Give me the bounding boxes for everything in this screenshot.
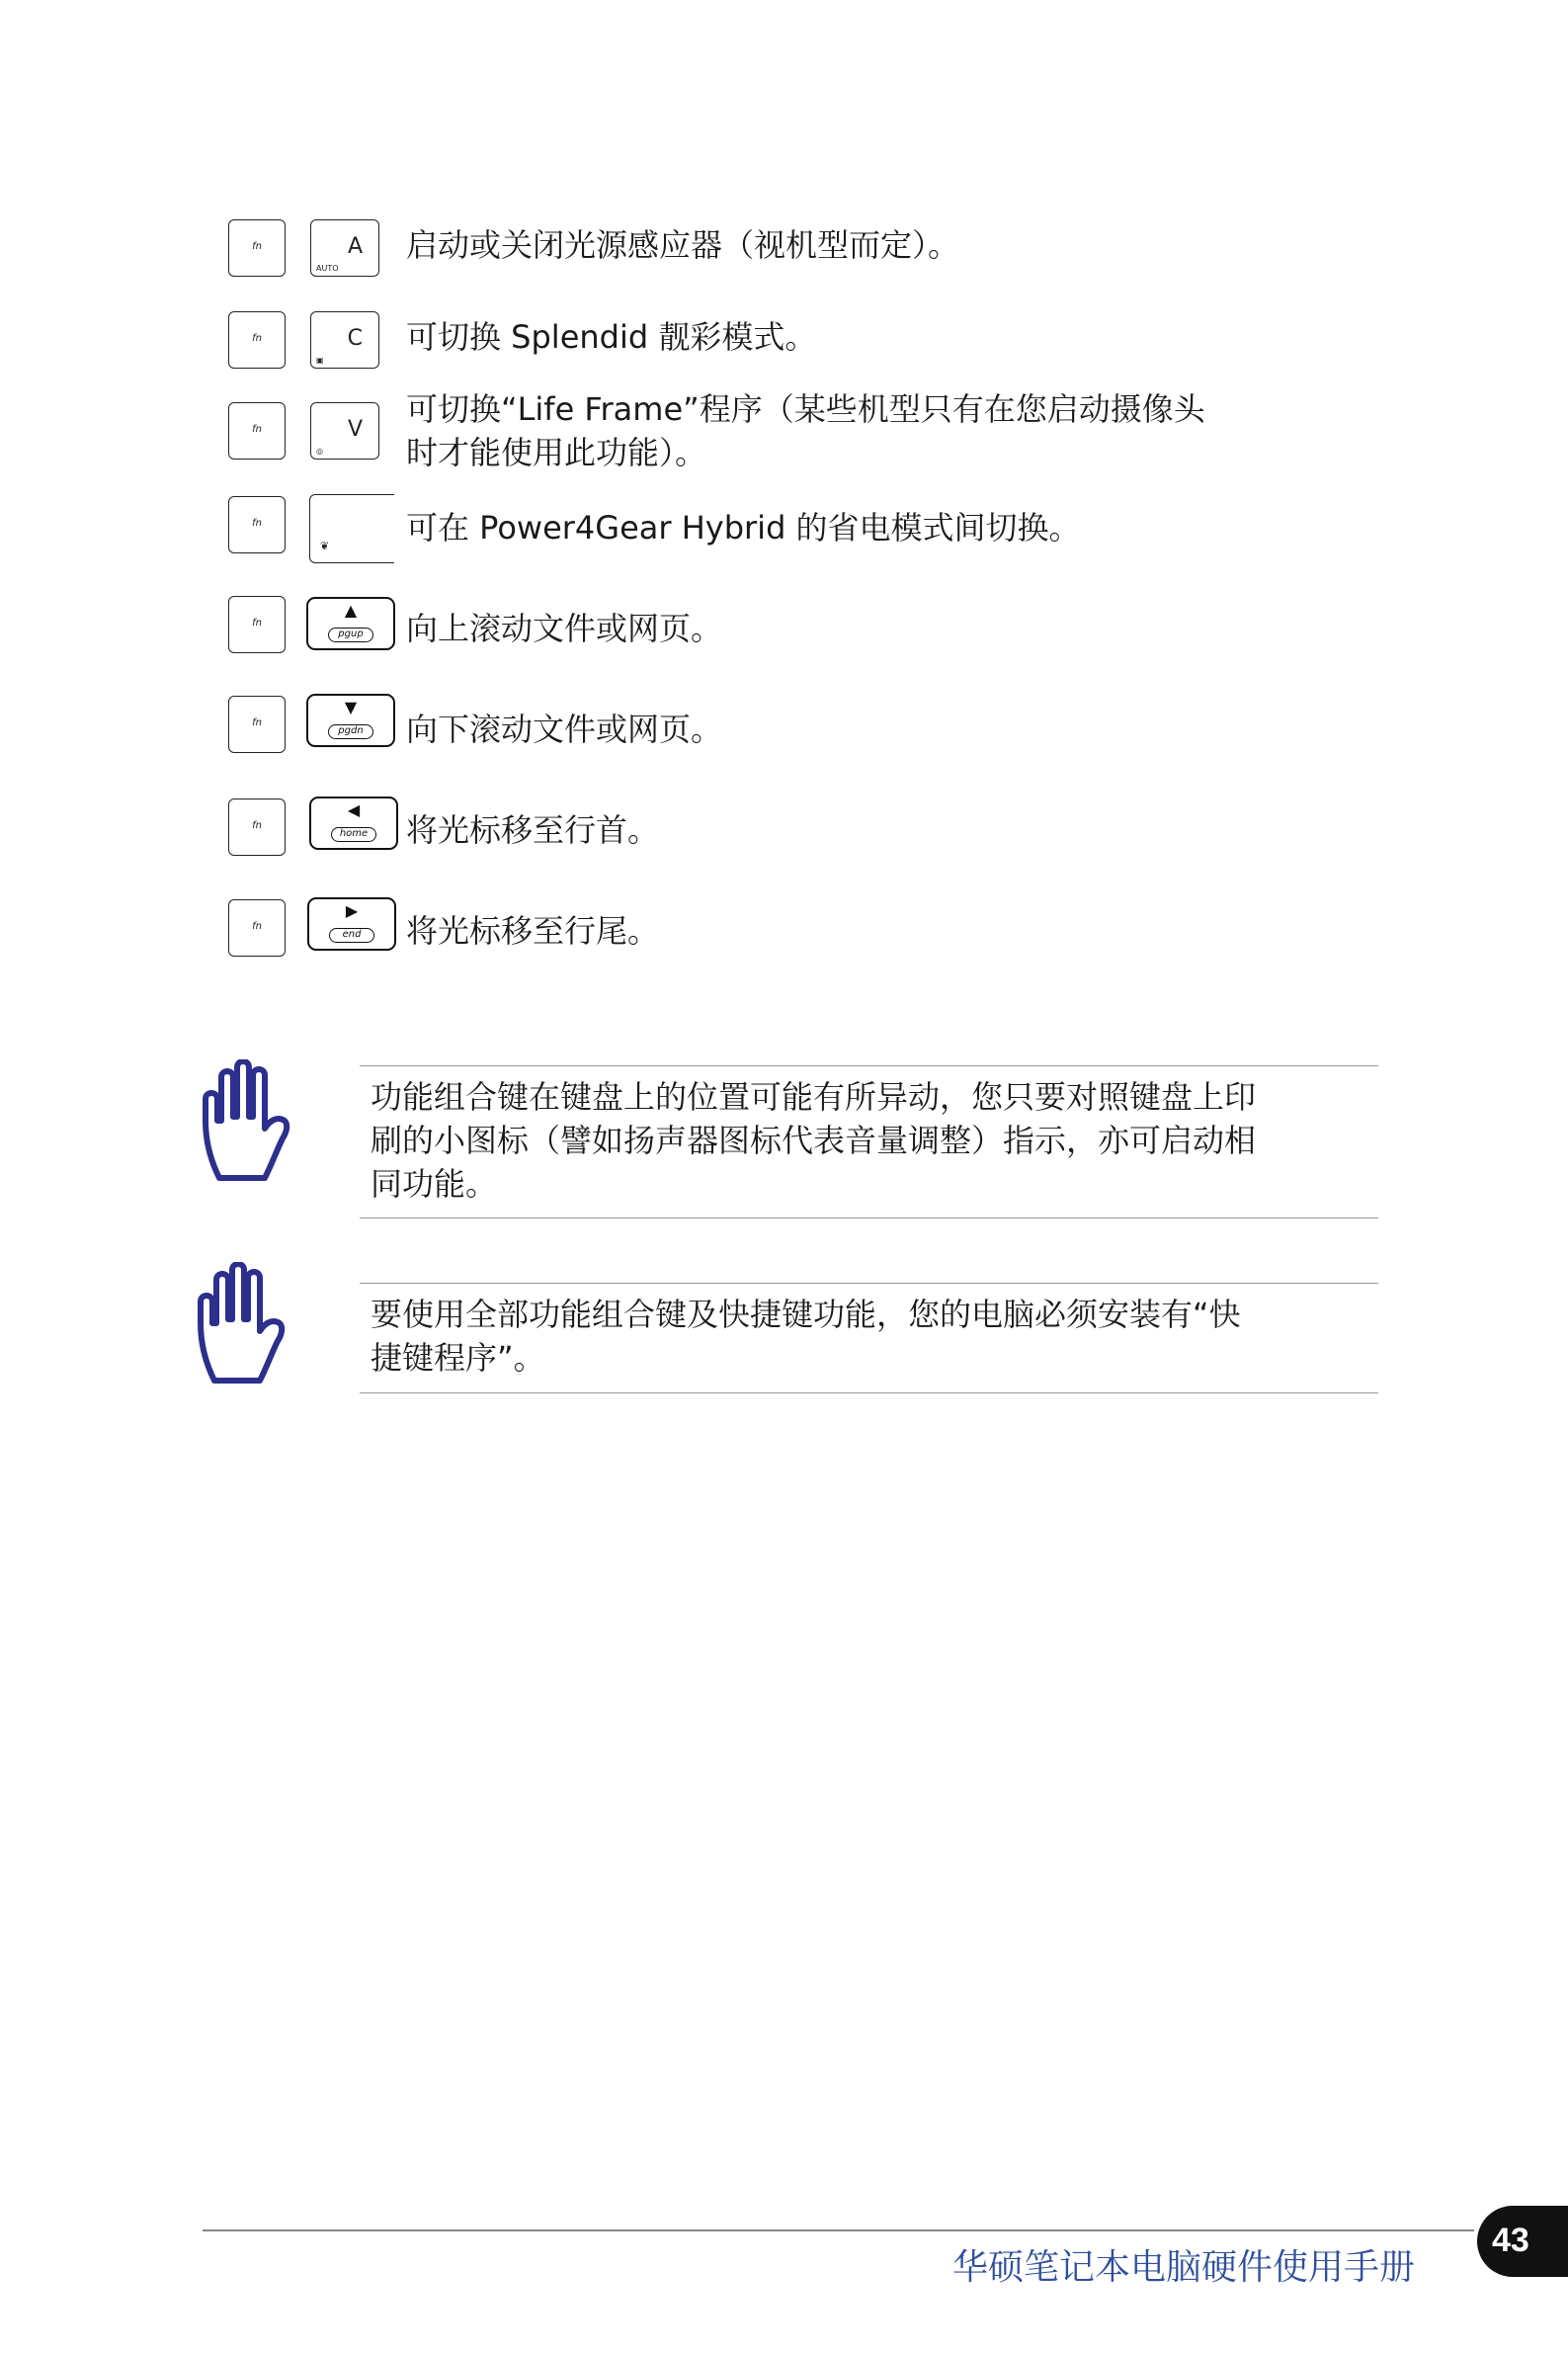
splendid-icon: ▣ [316, 356, 324, 365]
c-key-label: C [347, 326, 363, 351]
note-top-rule [360, 1065, 1378, 1066]
shortcut-desc-life-frame-line2: 时才能使用此功能）。 [406, 434, 707, 471]
c-key [310, 311, 379, 369]
shortcut-desc-line-start: 将光标移至行首。 [406, 811, 660, 849]
end-key [307, 897, 396, 951]
fn-key [228, 899, 286, 957]
fn-key-label: fn [252, 717, 262, 728]
pgdn-key [306, 694, 395, 747]
fn-key-label: fn [252, 333, 262, 344]
fn-key-label: fn [252, 424, 262, 435]
space-key [309, 494, 394, 563]
shortcut-desc-power4gear: 可在 Power4Gear Hybrid 的省电模式间切换。 [406, 509, 1081, 546]
note-text [371, 1293, 1378, 1380]
shortcut-desc-life-frame-line1: 可切换“Life Frame”程序（某些机型只有在您启动摄像头 [406, 390, 1205, 428]
footer-title: 华硕笔记本电脑硬件使用手册 [951, 2247, 1415, 2288]
home-key-label: home [331, 827, 376, 842]
a-key [310, 219, 379, 277]
home-key [309, 797, 398, 850]
note-bottom-rule [360, 1392, 1378, 1393]
fn-key-label: fn [252, 820, 262, 831]
shortcut-desc-scroll-up: 向上滚动文件或网页。 [406, 610, 723, 647]
note-line: 要使用全部功能组合键及快捷键功能，您的电脑必须安装有“快 [371, 1296, 1241, 1333]
note-line: 刷的小图标（譬如扬声器图标代表音量调整）指示，亦可启动相 [371, 1122, 1257, 1159]
shortcut-desc-scroll-down: 向下滚动文件或网页。 [406, 711, 723, 748]
arrow-right-icon: ▶ [345, 901, 359, 920]
arrow-left-icon: ◀ [347, 800, 361, 819]
camera-icon: ◎ [316, 447, 323, 456]
fn-key-label: fn [252, 518, 262, 529]
hand-stop-icon [193, 1262, 291, 1395]
note-line: 捷键程序”。 [371, 1339, 545, 1377]
shortcut-desc-line-end: 将光标移至行尾。 [406, 912, 660, 950]
note-bottom-rule [360, 1218, 1378, 1219]
note-line: 同功能。 [371, 1165, 498, 1203]
fn-key-label: fn [252, 618, 262, 629]
note-top-rule [360, 1283, 1378, 1284]
shortcut-desc-splendid: 可切换 Splendid 靓彩模式。 [406, 318, 817, 356]
note-line: 功能组合键在键盘上的位置可能有所异动，您只要对照键盘上印 [371, 1078, 1257, 1116]
fn-key [228, 798, 286, 856]
fn-key-label: fn [252, 921, 262, 932]
power4gear-icon: ❦ [320, 540, 330, 552]
fn-key [228, 696, 286, 753]
pgup-key-label: pgup [328, 628, 373, 642]
arrow-up-icon: ▲ [344, 601, 358, 620]
fn-key-label: fn [252, 241, 262, 252]
page-number: 43 [1492, 2222, 1529, 2259]
shortcut-desc-light-sensor: 启动或关闭光源感应器（视机型而定）。 [406, 226, 960, 264]
fn-key [228, 402, 286, 460]
pgup-key [306, 597, 395, 650]
fn-key [228, 219, 286, 277]
arrow-down-icon: ▼ [344, 698, 358, 716]
auto-light-sensor-icon: AUTO [316, 264, 339, 273]
v-key [310, 402, 379, 460]
fn-key [228, 311, 286, 369]
v-key-label: V [347, 417, 363, 442]
fn-key [228, 496, 286, 553]
end-key-label: end [329, 928, 374, 943]
fn-key [228, 596, 286, 653]
footer-rule [203, 2229, 1474, 2231]
a-key-label: A [347, 234, 363, 259]
hand-stop-icon [198, 1059, 296, 1193]
note-text [371, 1075, 1378, 1206]
pgdn-key-label: pgdn [328, 724, 373, 739]
